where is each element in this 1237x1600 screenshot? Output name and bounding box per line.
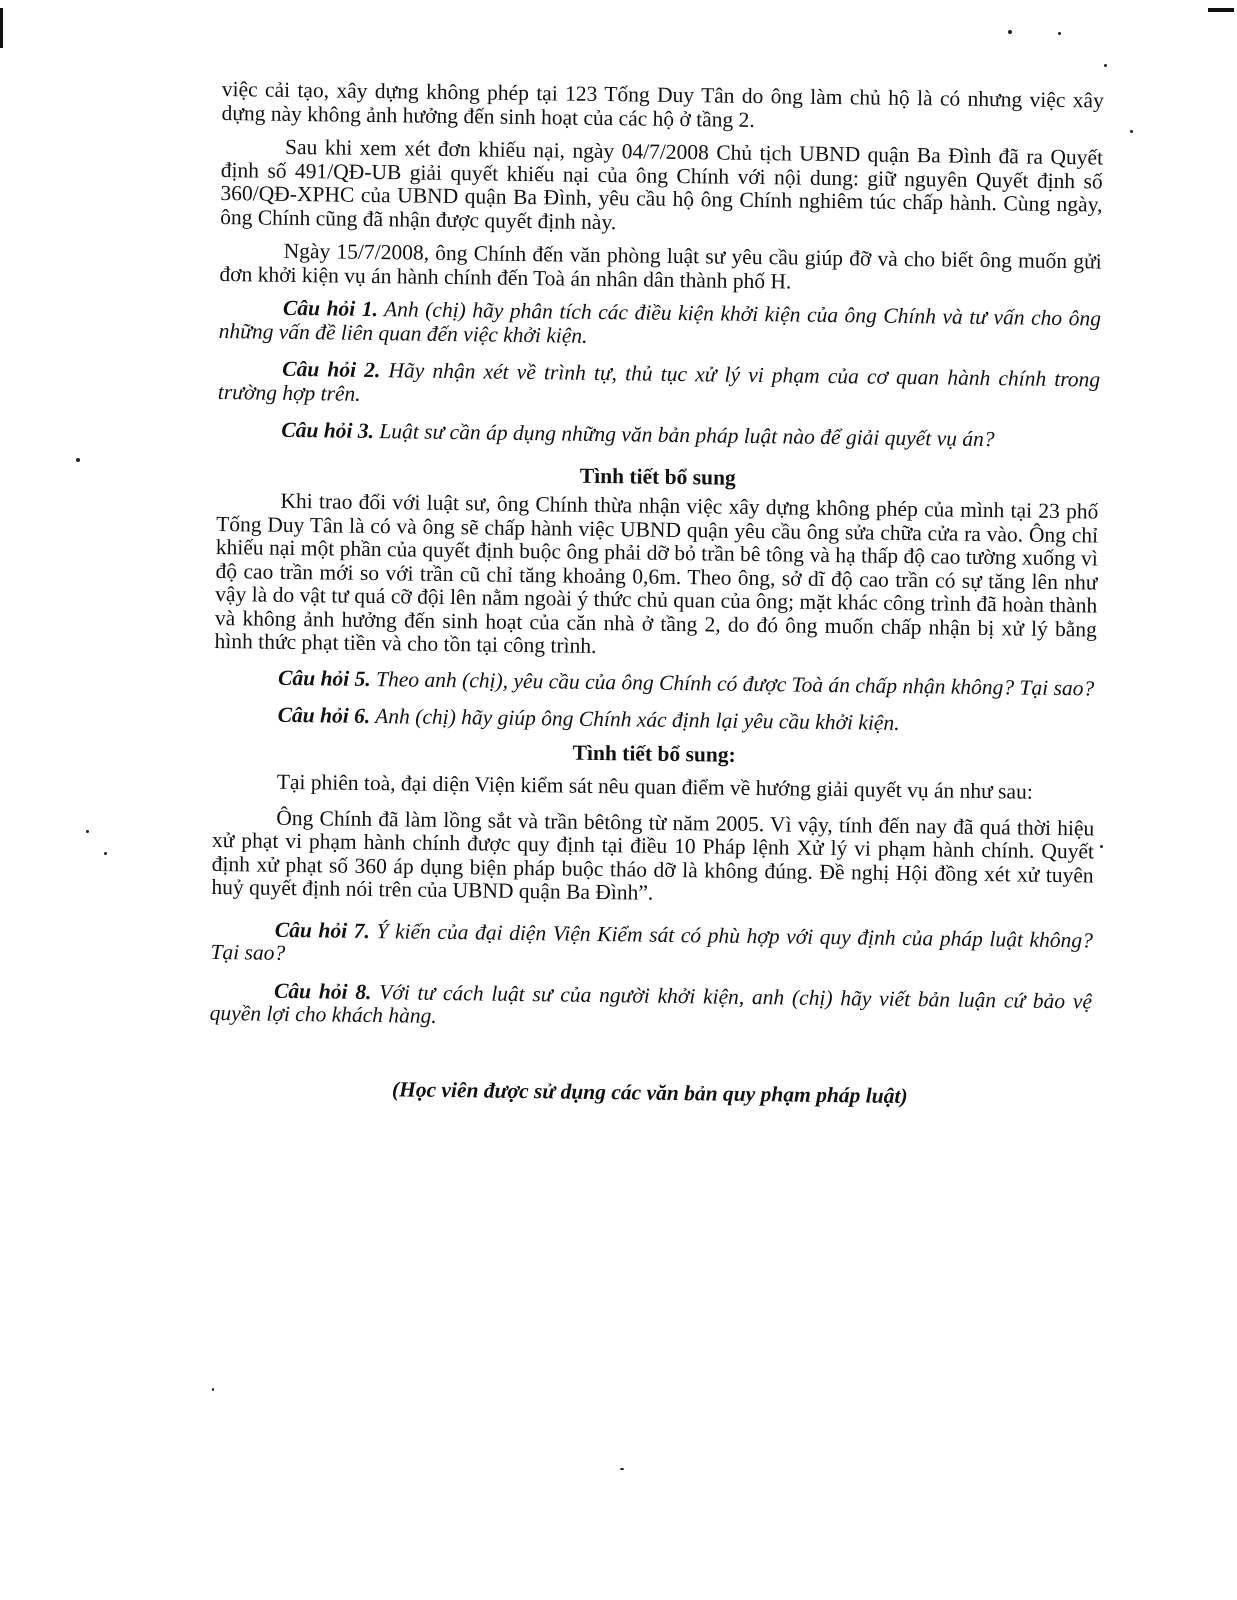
paragraph: Khi trao đổi với luật sư, ông Chính thừa nhận việc xây dựng không phép của mình tại 23 phố Tống Duy Tân là có và ông sẽ chấp hành việc UBND quận yêu cầu ông sửa chữa cửa ra vào. Ông chỉ khiếu nại một phần của quyết định buộc ông phải dỡ bỏ trần bê tông và hạ thấp độ cao tường xuống vì độ cao trần mới so với trần cũ chỉ tăng khoảng 0,6m. Theo ông, sở dĩ độ cao trần có sự tăng lên như vậy là do vật tư quá cỡ đội lên nằm ngoài ý thức chủ quan của ông; mặt khác công trình đã hoàn thành và không ảnh hưởng đến sinh hoạt của căn nhà ở tầng 2, do đó ông muốn chấp nhận bị xử lý bằng hình thức phạt tiền và cho tồn tại công trình.: [214, 488, 1099, 658]
paragraph: Ông Chính đã làm lồng sắt và trần bêtông từ năm 2005. Vì vậy, tính đến nay đã quá thời hiệu xử phạt vi phạm hành chính được quy định tại điều 10 Pháp lệnh Xử lý vi phạm hành chính. Quyết định xử phạt số 360 áp dụng biện pháp buộc tháo dỡ là không đúng. Đề nghị Hội đồng xét xử tuyên huỷ quyết định nói trên của UBND quận Ba Đình”.: [211, 805, 1095, 905]
question-2: [218, 357, 1101, 416]
section-heading: Tình tiết bổ sung:: [572, 740, 736, 767]
question-1: [219, 296, 1102, 355]
question-text: Anh (chị) hãy phân tích các điều kiện khởi kiện của ông Chính và tư vấn cho ông những vấn đề liên quan đến việc khởi kiện.: [218, 297, 1102, 348]
scan-speck: [1058, 32, 1061, 35]
question-label: Câu hỏi 6.: [277, 702, 371, 728]
section-heading: Tình tiết bổ sung: [579, 463, 736, 490]
closing-note: (Học viên được sử dụng các văn bản quy phạm pháp luật): [391, 1076, 908, 1108]
scan-edge-right: [1208, 8, 1234, 12]
question-text: Với tư cách luật sư của người khởi kiện, anh (chị) hãy viết bản luận cứ bảo vệ quyền lợi cho khách hàng.: [209, 979, 1093, 1028]
question-8: [210, 978, 1093, 1037]
scan-speck: [1008, 30, 1012, 34]
document-body: [209, 78, 1104, 1110]
question-7: [210, 917, 1093, 976]
scan-speck: [1100, 845, 1103, 848]
question-label: Câu hỏi 8.: [273, 978, 372, 1004]
question-text: Hãy nhận xét về trình tự, thủ tục xử lý vi phạm của cơ quan hành chính trong trường hợp trên.: [217, 358, 1101, 406]
question-label: Câu hỏi 5.: [278, 665, 371, 691]
paragraph: Sau khi xem xét đơn khiếu nại, ngày 04/7/2008 Chủ tịch UBND quận Ba Đình đã ra Quyết định số 491/QĐ-UB giải quyết khiếu nại của ông Chính với nội dung: giữ nguyên Quyết định số 360/QĐ-XPHC của UBND quận Ba Đình, yêu cầu hộ ông Chính nghiêm túc chấp hành. Cùng ngày, ông Chính cũng đã nhận được quyết định này.: [220, 134, 1104, 234]
scan-edge-left: [0, 8, 3, 48]
question-text: Ý kiến của đại diện Viện Kiểm sát có phù hợp với quy định của pháp luật không? Tại sao?: [210, 918, 1093, 965]
question-label: Câu hỏi 3.: [281, 417, 375, 444]
question-6: [214, 703, 1096, 738]
paragraph: Tại phiên toà, đại diện Viện kiểm sát nêu quan điểm về hướng giải quyết vụ án như sau:: [276, 769, 1033, 804]
scan-speck: [1130, 130, 1133, 133]
paragraph: Ngày 15/7/2008, ông Chính đến văn phòng luật sư yêu cầu giúp đỡ và cho biết ông muốn gửi đơn khởi kiện vụ án hành chính đến Toà án nhân dân thành phố H.: [219, 238, 1102, 293]
question-text: Theo anh (chị), yêu cầu của ông Chính có được Toà án chấp nhận không? Tại sao?: [370, 666, 1095, 700]
question-3: [217, 418, 1099, 453]
question-label: Câu hỏi 2.: [282, 356, 381, 383]
question-text: Anh (chị) hãy giúp ông Chính xác định lại yêu cầu khởi kiện.: [370, 703, 900, 735]
question-label: Câu hỏi 7.: [274, 917, 371, 943]
scan-speck: [86, 830, 89, 833]
scan-speck: [212, 1388, 214, 1391]
scan-speck: [104, 852, 107, 855]
question-text: Luật sư cần áp dụng những văn bản pháp luật nào để giải quyết vụ án?: [373, 419, 995, 452]
scan-speck: [620, 1468, 624, 1470]
question-5: [214, 665, 1096, 700]
question-label: Câu hỏi 1.: [282, 295, 379, 322]
paragraph: việc cải tạo, xây dựng không phép tại 123 Tống Duy Tân do ông làm chủ hộ là có nhưng việc xây dựng này không ảnh hưởng đến sinh hoạt của các hộ ở tầng 2.: [221, 77, 1104, 132]
scan-speck: [76, 458, 80, 462]
scan-speck: [1104, 64, 1107, 67]
